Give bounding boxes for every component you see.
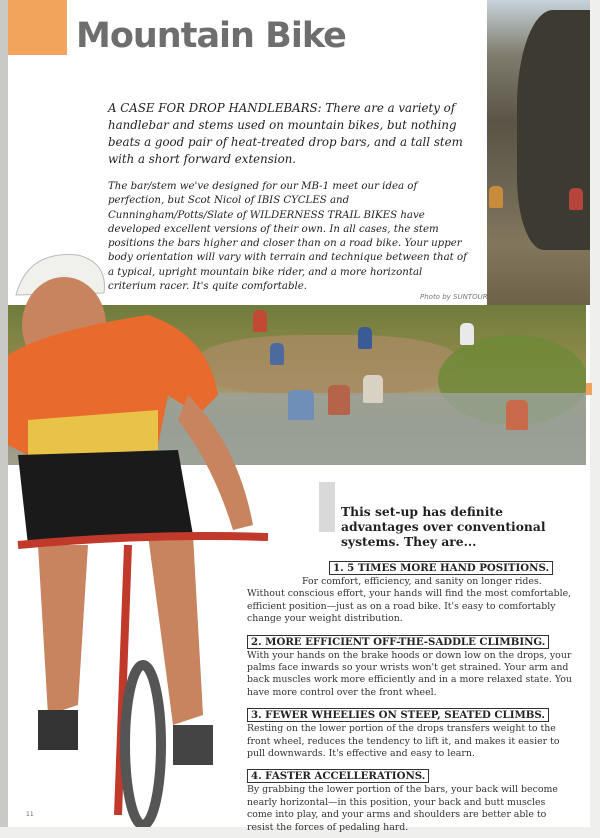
- rider-figure: [506, 400, 528, 430]
- edge-tab: [586, 383, 592, 395]
- advantages-heading: This set-up has definite advantages over conventional systems. They are...: [341, 504, 546, 549]
- list-item: [247, 556, 572, 626]
- list-item: [247, 630, 572, 700]
- front-wheel: [125, 665, 161, 825]
- item-title: 4. FASTER ACCELLERATIONS.: [247, 769, 429, 783]
- photo-credit: Photo by SUNTOUR: [420, 293, 488, 301]
- rider-shoe: [38, 710, 78, 750]
- page-number: 11: [26, 811, 34, 818]
- photo-rock-riders: [487, 0, 590, 305]
- title-accent-block: [8, 0, 67, 55]
- intro-paragraph-2: The bar/stem we've designed for our MB-1 meet our idea of perfection, but Scot Nicol of IBIS CYCLES and Cunningham/Potts/Slate of WILDERNESS TRAIL BIKES have developed excellent versions of their own. In all cases, the stem positions the bars higher and closer than on a road bike. Your upper body orientation will vary with terrain and technique between that of a typical, upright mountain bike rider, and a more horizontal criterium racer. It's quite comfortable.: [108, 181, 467, 293]
- rider-shorts: [18, 450, 193, 545]
- page-spine: [0, 0, 8, 827]
- item-body: With your hands on the brake hoods or down low on the drops, your palms face inwards so your wrists won't get strained. Your arm and back muscles work more efficiently and in a more relaxed state. You have more control over the front wheel.: [247, 649, 572, 698]
- rider-figure: [489, 186, 503, 208]
- bracket-mark: [319, 482, 335, 532]
- item-title: 3. FEWER WHEELIES ON STEEP, SEATED CLIMBS.: [247, 708, 549, 722]
- rider-figure: [460, 323, 474, 345]
- item-title: 2. MORE EFFICIENT OFF-THE-SADDLE CLIMBING.: [247, 635, 549, 649]
- rider-leg: [38, 545, 88, 715]
- advantages-list: [247, 556, 572, 838]
- rider-arm: [178, 395, 253, 530]
- rider-figure: [569, 188, 583, 210]
- photo-foreground-rider: [8, 245, 278, 827]
- item-body: For comfort, efficiency, and sanity on longer rides. Without conscious effort, your hands will find the most comfortable, efficient position—just as on a road bike. It's easy to comfortably change your weight distribution.: [247, 576, 572, 625]
- list-item: [247, 703, 572, 760]
- rider-illustration: [8, 245, 278, 827]
- rider-figure: [358, 327, 372, 349]
- intro-paragraph-1: A CASE FOR DROP HANDLEBARS: There are a variety of handlebar and stems used on mountain bikes, but nothing beats a good pair of heat-treated drop bars, and a tall stem with a short forward extension.: [108, 101, 463, 166]
- item-title: 1. 5 TIMES MORE HAND POSITIONS.: [329, 561, 553, 575]
- item-body: By grabbing the lower portion of the bars, your back will become nearly horizontal—in this position, your back and butt muscles come into play, and your arms and shoulders are better able to resist the forces of pedaling hard.: [247, 784, 558, 833]
- rock-face: [517, 10, 590, 250]
- list-item: [247, 764, 572, 834]
- rider-shoe: [173, 725, 213, 765]
- rider-figure: [363, 375, 383, 403]
- rider-figure: [328, 385, 350, 415]
- rider-figure: [288, 390, 314, 420]
- page-title: Mountain Bike: [76, 16, 346, 56]
- item-body: Resting on the lower portion of the drops transfers weight to the front wheel, reduces the tendency to lift it, and makes it easier to pull downwards. It's effective and easy to learn.: [247, 723, 560, 760]
